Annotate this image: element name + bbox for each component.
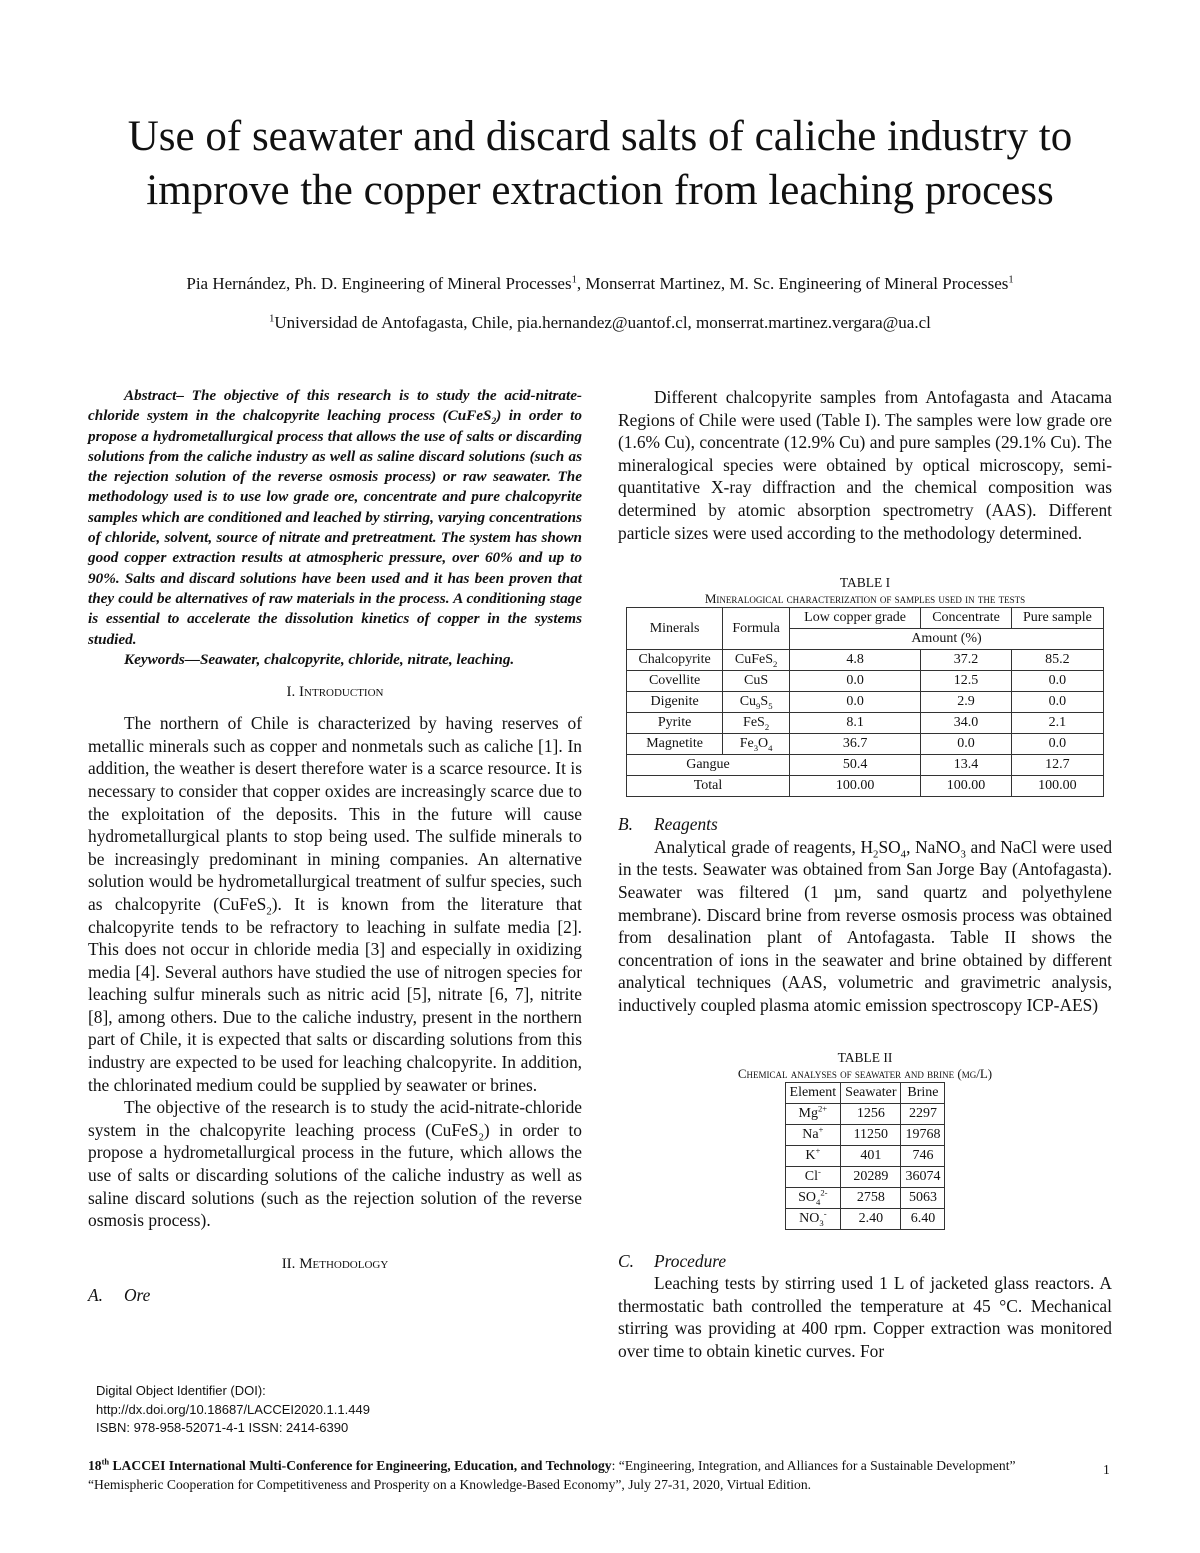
table-cell-seawater: 401 (841, 1145, 901, 1166)
table-cell-low: 0.0 (790, 692, 921, 713)
section-title: Introduction (299, 684, 384, 701)
table-cell-mineral: Pyrite (627, 713, 723, 734)
table-1-header-low-grade: Low copper grade (790, 608, 921, 629)
table-1-caption: TABLE I (839, 575, 891, 591)
table-row (627, 650, 1104, 671)
table-2-subtitle: Chemical analyses of seawater and brine (mg/L) (737, 1065, 993, 1081)
left-column (88, 386, 582, 1306)
table-cell-formula: CuFeS$_2$ (723, 650, 790, 671)
affiliation-line (60, 312, 1140, 334)
table-cell-formula: FeS$_2$ (723, 713, 790, 734)
table-row (627, 692, 1104, 713)
table-cell-pure: 0.0 (1011, 734, 1103, 755)
table-cell-conc: 2.9 (921, 692, 1012, 713)
table-row (785, 1187, 945, 1208)
table-row (785, 1145, 945, 1166)
footer-edition: 18 (88, 1458, 102, 1473)
table-cell-seawater: 11250 (841, 1124, 901, 1145)
table-row-total (627, 776, 1104, 797)
table-1-header-minerals: Minerals (627, 608, 723, 650)
table-cell-brine: 5063 (901, 1187, 945, 1208)
affiliation-mark: 1 (269, 313, 275, 325)
table-cell-seawater: 2758 (841, 1187, 901, 1208)
table-2-header-brine: Brine (901, 1082, 945, 1103)
intro-paragraph-2: The objective of the research is to study the acid-nitrate-chloride system in the chalcopyrite leaching process (CuFeS$_2$) in order to propose a hydrometallurgical process in the future, which allows the use of salts or discarding solutions of the caliche industry as well as saline discard solutions (such as the rejection solution of the reverse osmosis process). (88, 1097, 582, 1231)
keywords: Keywords—Seawater, chalcopyrite, chloride, nitrate, leaching. (124, 650, 515, 668)
table-row (785, 1103, 945, 1124)
table-cell-mineral: Total (627, 776, 790, 797)
isbn-issn: ISBN: 978-958-52071-4-1 ISSN: 2414-6390 (96, 1420, 349, 1435)
table-cell-formula: $Fe_3O_4$ (723, 734, 790, 755)
table-cell-conc: 34.0 (921, 713, 1012, 734)
table-cell-pure: 2.1 (1011, 713, 1103, 734)
table-cell-seawater: 2.40 (841, 1208, 901, 1229)
reagents-paragraph: Analytical grade of reagents, $H_2SO_4$, NaNO$_3$ and NaCl were used in the tests. Seawater was obtained from San Jorge Bay (Antofagasta). Seawater was filtered (1 µm, sand quartz and polyethylene membrane). Discard brine from reverse osmosis process was obtained from desalination plant of Antofagasta. Table II shows the concentration of ions in the seawater and brine obtained by different analytical techniques (AAS, volumetric and gravimetric analysis, inductively coupled plasma atomic emission spectroscopy ICP-AES) (618, 836, 1113, 1015)
table-cell-brine: 2297 (901, 1103, 945, 1124)
procedure-paragraph: Leaching tests by stirring used 1 L of jacketed glass reactors. A thermostatic bath controlled the temperature at 45 °C. Mechanical stirring was providing at 400 rpm. Copper extraction was monitored over time to obtain kinetic curves. For (618, 1273, 1112, 1361)
table-cell-conc: 100.00 (921, 776, 1012, 797)
page-number: 1 (1103, 1462, 1110, 1477)
table-cell-low: 8.1 (790, 713, 921, 734)
table-cell-mineral: Covellite (627, 671, 723, 692)
subsection-heading-reagents (618, 813, 1112, 836)
table-cell-mineral: Chalcopyrite (627, 650, 723, 671)
section-heading-methodology (88, 1254, 582, 1274)
table-cell-element: Na+ (785, 1124, 841, 1145)
table-1-header-amount: Amount (%) (790, 629, 1104, 650)
table-cell-seawater: 1256 (841, 1103, 901, 1124)
footer-conference-theme: : “Engineering, Integration, and Alliances for a Sustainable Development” “Hemispheric Cooperation for Competitiveness and Prosperity on a Knowledge-Based Economy”, July 27-31, 2020, Virtual Edition. (88, 1458, 1016, 1492)
table-2-header-seawater: Seawater (841, 1082, 901, 1103)
subsection-title: Procedure (654, 1250, 727, 1271)
table-row (785, 1208, 945, 1229)
table-cell-mineral: Magnetite (627, 734, 723, 755)
table-cell-conc: 12.5 (921, 671, 1012, 692)
subsection-label: B. (618, 814, 633, 835)
table-cell-pure: 0.0 (1011, 671, 1103, 692)
table-1-header-pure: Pure sample (1011, 608, 1103, 629)
table-cell-low: 100.00 (790, 776, 921, 797)
section-heading-introduction (88, 682, 582, 702)
doi-block (96, 1382, 576, 1438)
table-cell-pure: 12.7 (1011, 755, 1103, 776)
footer-edition-suffix: th (101, 1456, 110, 1467)
subsection-heading-procedure (618, 1250, 1112, 1273)
author-2-affil-mark: 1 (1008, 274, 1014, 286)
subsection-title: Reagents (654, 814, 718, 835)
table-1 (626, 607, 1104, 797)
author-1-affil-mark: 1 (571, 274, 577, 286)
table-cell-element: $NO_3^-$ (785, 1208, 841, 1229)
author-separator: , (576, 274, 586, 293)
abstract: Abstract– The objective of this research is to study the acid-nitrate-chloride system in the chalcopyrite leaching process (CuFeS$_2$) in order to propose a hydrometallurgical process that allows the use of salts or discarding solutions from the caliche industry as well as saline discard solutions (such as the rejection solution of the reverse osmosis process) or raw seawater. The methodology used is to use low grade ore, concentrate and pure chalcopyrite samples which are conditioned and leached by stirring, varying concentrations of chloride, solvent, source of nitrate and pretreatment. The system has shown good copper extraction results at atmospheric pressure, over 60% and up to 90%. Salts and discard solutions have been used and it has been proven that they could be alternatives of raw materials in the process. A conditioning stage is essential to accelerate the dissolution kinetics of copper in the systems studied. (88, 387, 582, 648)
table-cell-element: Cl- (785, 1166, 841, 1187)
author-2: Monserrat Martinez, M. Sc. Engineering of Mineral Processes (585, 274, 1009, 293)
table-cell-low: 0.0 (790, 671, 921, 692)
section-title: Methodology (299, 1255, 389, 1272)
table-row (785, 1166, 945, 1187)
table-cell-mineral: Digenite (627, 692, 723, 713)
table-cell-pure: 100.00 (1011, 776, 1103, 797)
table-cell-seawater: 20289 (841, 1166, 901, 1187)
doi-link[interactable]: http://dx.doi.org/10.18687/LACCEI2020.1.1.449 (96, 1401, 370, 1417)
table-cell-pure: 85.2 (1011, 650, 1103, 671)
table-1-header-formula: Formula (723, 608, 790, 650)
table-row (627, 713, 1104, 734)
table-row (785, 1124, 945, 1145)
intro-paragraph-1: The northern of Chile is characterized by having reserves of metallic minerals such as copper and nonmetals such as caliche [1]. In addition, the weather is desert therefore water is a scarce resource. It is necessary to consider that copper oxides are increasingly scarce due to the exploitation of the deposits. This in the future will cause hydrometallurgical plants to stop being used. The sulfide minerals to be increasingly predominant in mining companies. An alternative solution would be hydrometallurgical treatment of sulfur species, such as chalcopyrite (CuFeS$_2$). It is known from the literature that chalcopyrite tends to be refractory to leaching in sulfate media [2]. This does not occur in chloride media [3] and especially in oxidizing media [4]. Several authors have studied the use of nitrogen species for leaching sulfur minerals such as nitric acid [5], nitrate [6, 7], nitrite [8], among others. Due to the caliche industry, present in the northern part of Chile, it is expected that salts or discarding solutions from this industry are expected to be used for leaching chalcopyrite. In addition, the chlorinated medium could be supplied by seawater or brines. (88, 713, 582, 1095)
subsection-title: Ore (124, 1284, 151, 1305)
section-number: I. (286, 684, 300, 701)
table-2 (785, 1082, 946, 1230)
table-cell-low: 36.7 (790, 734, 921, 755)
table-cell-conc: 13.4 (921, 755, 1012, 776)
author-1: Pia Hernández, Ph. D. Engineering of Mineral Processes (186, 274, 572, 293)
affiliation-text: Universidad de Antofagasta, Chile, pia.hernandez@uantof.cl, monserrat.martinez.vergara@ua.cl (274, 313, 931, 332)
table-cell-element: K+ (785, 1145, 841, 1166)
right-column (618, 386, 1112, 1362)
table-cell-brine: 746 (901, 1145, 945, 1166)
subsection-label: A. (88, 1284, 103, 1305)
ore-paragraph: Different chalcopyrite samples from Antofagasta and Atacama Regions of Chile were used (Table I). The samples were low grade ore (1.6% Cu), concentrate (12.9% Cu) and pure samples (29.1% Cu). The mineralogical species were obtained by optical microscopy, semi-quantitative X-ray diffraction and the chemical composition was determined by atomic absorption spectrometry (AAS). Different particle sizes were used according to the methodology determined. (618, 387, 1112, 543)
table-1-header-concentrate: Concentrate (921, 608, 1012, 629)
table-cell-low: 50.4 (790, 755, 921, 776)
subsection-label: C. (618, 1250, 634, 1271)
table-cell-brine: 6.40 (901, 1208, 945, 1229)
table-cell-element: $SO_4^{2-}$ (785, 1187, 841, 1208)
doi-label: Digital Object Identifier (DOI): (96, 1383, 266, 1398)
table-2-header-element: Element (785, 1082, 841, 1103)
table-cell-brine: 19768 (901, 1124, 945, 1145)
subsection-heading-ore (88, 1284, 582, 1307)
footer-conference-name: LACCEI International Multi-Conference for Engineering, Education, and Technology (109, 1458, 612, 1473)
table-cell-formula: $Cu_9S_5$ (723, 692, 790, 713)
table-cell-brine: 36074 (901, 1166, 945, 1187)
table-1-subtitle: Mineralogical characterization of samples used in the tests (704, 591, 1026, 607)
page-footer (88, 1456, 1088, 1494)
table-row (627, 734, 1104, 755)
table-cell-mineral: Gangue (627, 755, 790, 776)
table-2-caption: TABLE II (837, 1049, 893, 1065)
table-row (627, 671, 1104, 692)
table-cell-low: 4.8 (790, 650, 921, 671)
table-cell-conc: 37.2 (921, 650, 1012, 671)
table-cell-conc: 0.0 (921, 734, 1012, 755)
author-line (60, 274, 1140, 294)
table-row (627, 755, 1104, 776)
table-cell-pure: 0.0 (1011, 692, 1103, 713)
paper-title: Use of seawater and discard salts of caliche industry to improve the copper extraction from leaching process (127, 113, 1073, 214)
table-cell-element: $Mg^{2+}$ (785, 1103, 841, 1124)
section-number: II. (281, 1255, 300, 1272)
table-cell-formula: CuS (723, 671, 790, 692)
